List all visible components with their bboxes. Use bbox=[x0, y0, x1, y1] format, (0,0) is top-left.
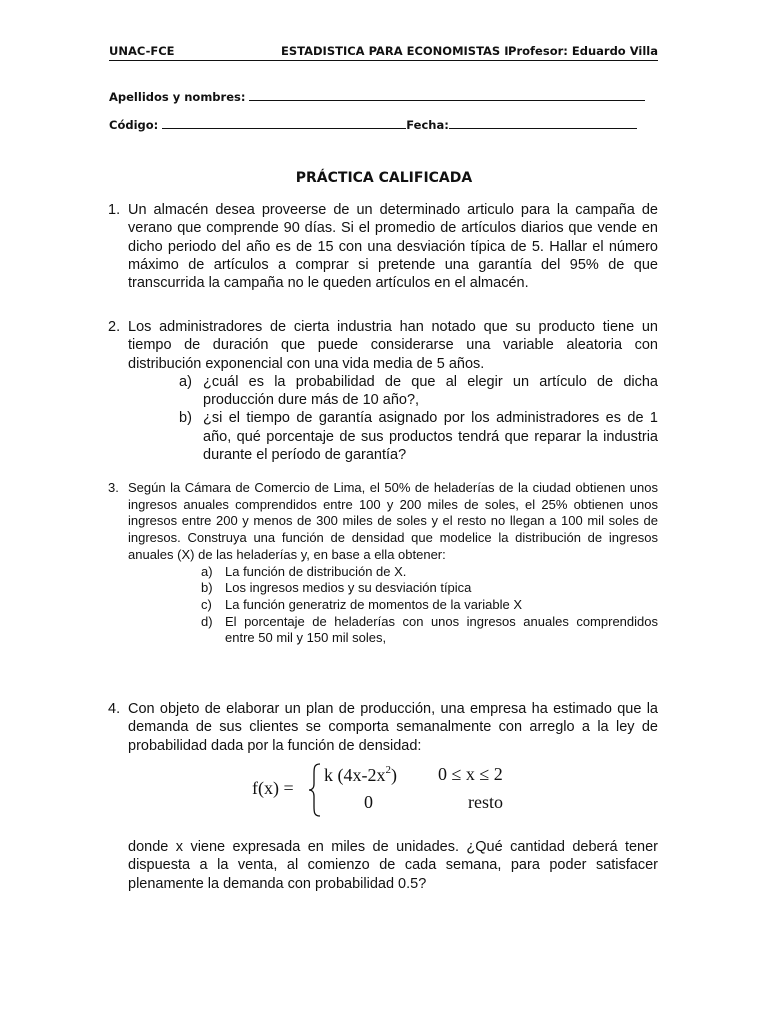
page-header bbox=[109, 44, 658, 62]
question-text: Con objeto de elaborar un plan de producción, una empresa ha estimado que la demanda de sus clientes se comporta semanalmente con arreglo a la ley de probabilidad dada por la función de densidad: bbox=[128, 701, 658, 754]
formula-lhs: f(x) = bbox=[252, 778, 294, 798]
formula-case2-expr: 0 bbox=[364, 792, 373, 812]
item-text: El porcentaje de heladerías con unos ingresos anuales comprendidos entre 50 mil y 150 mil soles, bbox=[225, 613, 658, 646]
list-item bbox=[201, 613, 658, 647]
question-number: 2. bbox=[108, 319, 121, 335]
question-text: donde x viene expresada en miles de unidades. ¿Qué cantidad deberá tener dispuesta a la venta, al comienzo de cada semana, para poder satisfacer plenamente la demanda con probabilidad 0.5? bbox=[128, 839, 658, 892]
question-3 bbox=[108, 480, 658, 647]
question-4 bbox=[108, 700, 658, 755]
header-course: ESTADISTICA PARA ECONOMISTAS I bbox=[281, 44, 509, 58]
item-text: ¿si el tiempo de garantía asignado por los administradores es de 1 año, qué porcentaje de sus productos tendrá que reparar la industria durante el período de garantía? bbox=[203, 410, 658, 464]
item-letter: c) bbox=[201, 596, 212, 612]
formula-case1-condition: 0 ≤ x ≤ 2 bbox=[438, 764, 503, 784]
question-text: Un almacén desea proveerse de un determinado articulo para la campaña de verano que comprende 90 días. Si el promedio de artículos diarios que vende en dicho periodo del año es de 15 con una desviación típica de 5. Hallar el número máximo de artículos a comprar si pretende una garantía del 95% de que transcurrida la campaña no le queden artículos en el almacén. bbox=[128, 202, 658, 292]
code-date-field bbox=[109, 116, 637, 132]
code-blank bbox=[162, 116, 406, 129]
density-formula bbox=[252, 760, 532, 820]
list-item bbox=[179, 409, 658, 464]
item-letter: a) bbox=[201, 563, 213, 579]
list-item bbox=[201, 580, 658, 597]
page-title: PRÁCTICA CALIFICADA bbox=[295, 170, 473, 186]
list-item bbox=[201, 596, 658, 614]
list-item bbox=[179, 373, 658, 410]
formula-case2-condition: resto bbox=[468, 792, 503, 812]
sub-list bbox=[179, 373, 658, 464]
list-item bbox=[201, 563, 658, 581]
header-institution: UNAC-FCE bbox=[109, 44, 175, 58]
question-text: Según la Cámara de Comercio de Lima, el 50% de heladerías de la ciudad obtienen unos ingresos anuales comprendidos entre 100 y 200 miles de soles, el 25% obtienen unos ingresos entre 200 y menos de 300 miles de soles y el resto no llegan a 100 mil soles de ingresos. Construya una función de densidad que modelice la distribución de ingresos anuales (X) de las heladerías y, en base a ella obtener: bbox=[128, 480, 658, 562]
item-text: ¿cuál es la probabilidad de que al elegir un artículo de dicha producción dure más de 10 año?, bbox=[203, 373, 658, 409]
date-label: Fecha: bbox=[406, 118, 449, 132]
item-letter: b) bbox=[201, 580, 213, 596]
question-number: 4. bbox=[108, 701, 121, 717]
question-2 bbox=[108, 318, 658, 464]
question-number: 1. bbox=[108, 202, 121, 218]
question-1 bbox=[108, 201, 658, 292]
date-blank bbox=[449, 116, 637, 129]
item-letter: d) bbox=[201, 613, 213, 629]
header-rule bbox=[109, 60, 658, 61]
names-blank bbox=[249, 88, 645, 101]
question-number: 3. bbox=[108, 480, 119, 495]
item-text: Los ingresos medios y su desviación típica bbox=[225, 580, 472, 596]
names-field bbox=[109, 88, 645, 104]
names-label: Apellidos y nombres: bbox=[109, 90, 246, 104]
header-professor: Profesor: Eduardo Villa bbox=[508, 44, 658, 58]
left-brace-icon bbox=[308, 762, 322, 818]
question-text: Los administradores de cierta industria han notado que su producto tiene un tiempo de duración que puede considerarse una variable aleatoria con distribución exponencial con una vida media de 5 años. bbox=[128, 319, 658, 372]
item-text: La función generatriz de momentos de la variable X bbox=[225, 596, 523, 612]
question-4-continuation bbox=[108, 838, 658, 893]
sub-list bbox=[201, 563, 658, 648]
item-letter: a) bbox=[179, 373, 192, 390]
code-label: Código: bbox=[109, 118, 159, 132]
formula-case1-expr: k $(4x-2x^2)$ bbox=[324, 764, 397, 785]
item-text: La función de distribución de X. bbox=[225, 563, 407, 579]
item-letter: b) bbox=[179, 410, 192, 427]
